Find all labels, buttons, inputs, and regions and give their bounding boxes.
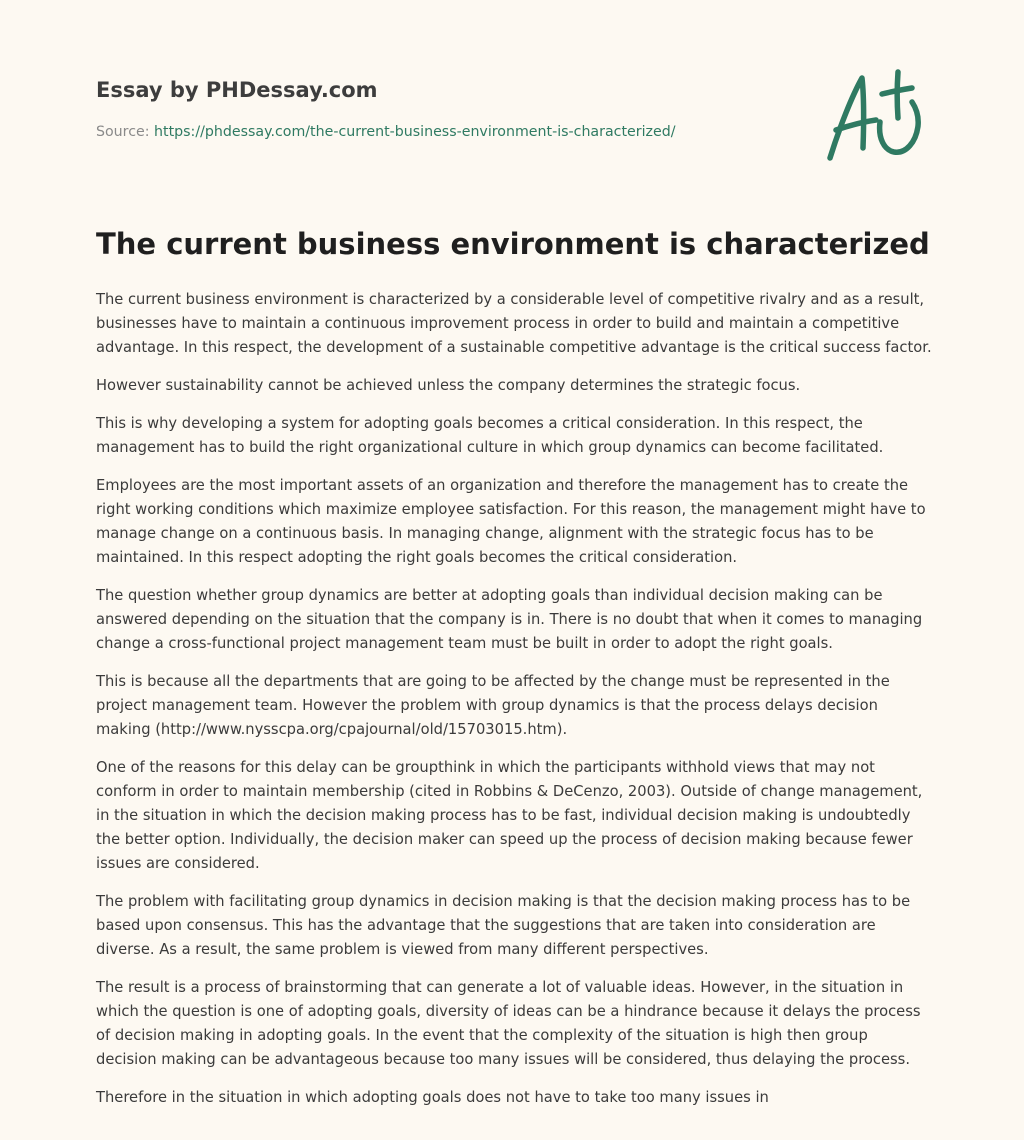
article-paragraph: This is because all the departments that are going to be affected by the change must be represented in the project management team. However the problem with group dynamics is that the process delays decision making (http://www.nysscpa.org/cpajournal/old/15703015.htm). <box>96 673 890 738</box>
source-label: Source: <box>96 124 155 140</box>
article-paragraph: Therefore in the situation in which adopting goals does not have to take too many issues in <box>96 1089 769 1106</box>
article-paragraph: The result is a process of brainstorming that can generate a lot of valuable ideas. However, in the situation in which the question is one of adopting goals, diversity of ideas can be a hindrance because it delays the process of decision making in adopting goals. In the event that the complexity of the situation is high then group decision making can be advantageous because too many issues will be considered, thus delaying the process. <box>96 979 921 1068</box>
article-paragraph: Employees are the most important assets of an organization and therefore the management has to create the right working conditions which maximize employee satisfaction. For this reason, the management might have to manage change on a continuous basis. In managing change, alignment with the strategic focus has to be maintained. In this respect adopting the right goals becomes the critical consideration. <box>96 477 926 566</box>
article-paragraph: The current business environment is characterized by a considerable level of competitive rivalry and as a result, businesses have to maintain a continuous improvement process in order to build and maintain a competitive advantage. In this respect, the development of a sustainable competitive advantage is the critical success factor. <box>96 291 932 356</box>
article-paragraph: This is why developing a system for adopting goals becomes a critical consideration. In this respect, the management has to build the right organizational culture in which group dynamics can become facilitated. <box>96 415 884 456</box>
source-link[interactable]: https://phdessay.com/the-current-business-environment-is-characterized/ <box>154 124 676 140</box>
article-title: The current business environment is characterized <box>96 227 930 261</box>
article-paragraph: The question whether group dynamics are better at adopting goals than individual decision making can be answered depending on the situation that the company is in. There is no doubt that when it comes to managing change a cross-functional project management team must be built in order to adopt the right goals. <box>96 587 923 652</box>
article-paragraph: The problem with facilitating group dynamics in decision making is that the decision making process has to be based upon consensus. This has the advantage that the suggestions that are taken into consideration are diverse. As a result, the same problem is viewed from many different perspectives. <box>96 893 911 958</box>
article-paragraph: However sustainability cannot be achieved unless the company determines the strategic focus. <box>96 377 801 394</box>
article <box>96 224 932 1124</box>
source-line <box>96 122 796 142</box>
page-header <box>96 74 796 142</box>
article-paragraph: One of the reasons for this delay can be groupthink in which the participants withhold views that may not conform in order to maintain membership (cited in Robbins & DeCenzo, 2003). Outside of change management, in the situation in which the decision making process has to be fast, individual decision making is undoubtedly the better option. Individually, the decision maker can speed up the process of decision making because fewer issues are considered. <box>96 759 923 872</box>
site-title: Essay by PHDessay.com <box>96 78 378 102</box>
a-plus-icon <box>818 64 930 168</box>
